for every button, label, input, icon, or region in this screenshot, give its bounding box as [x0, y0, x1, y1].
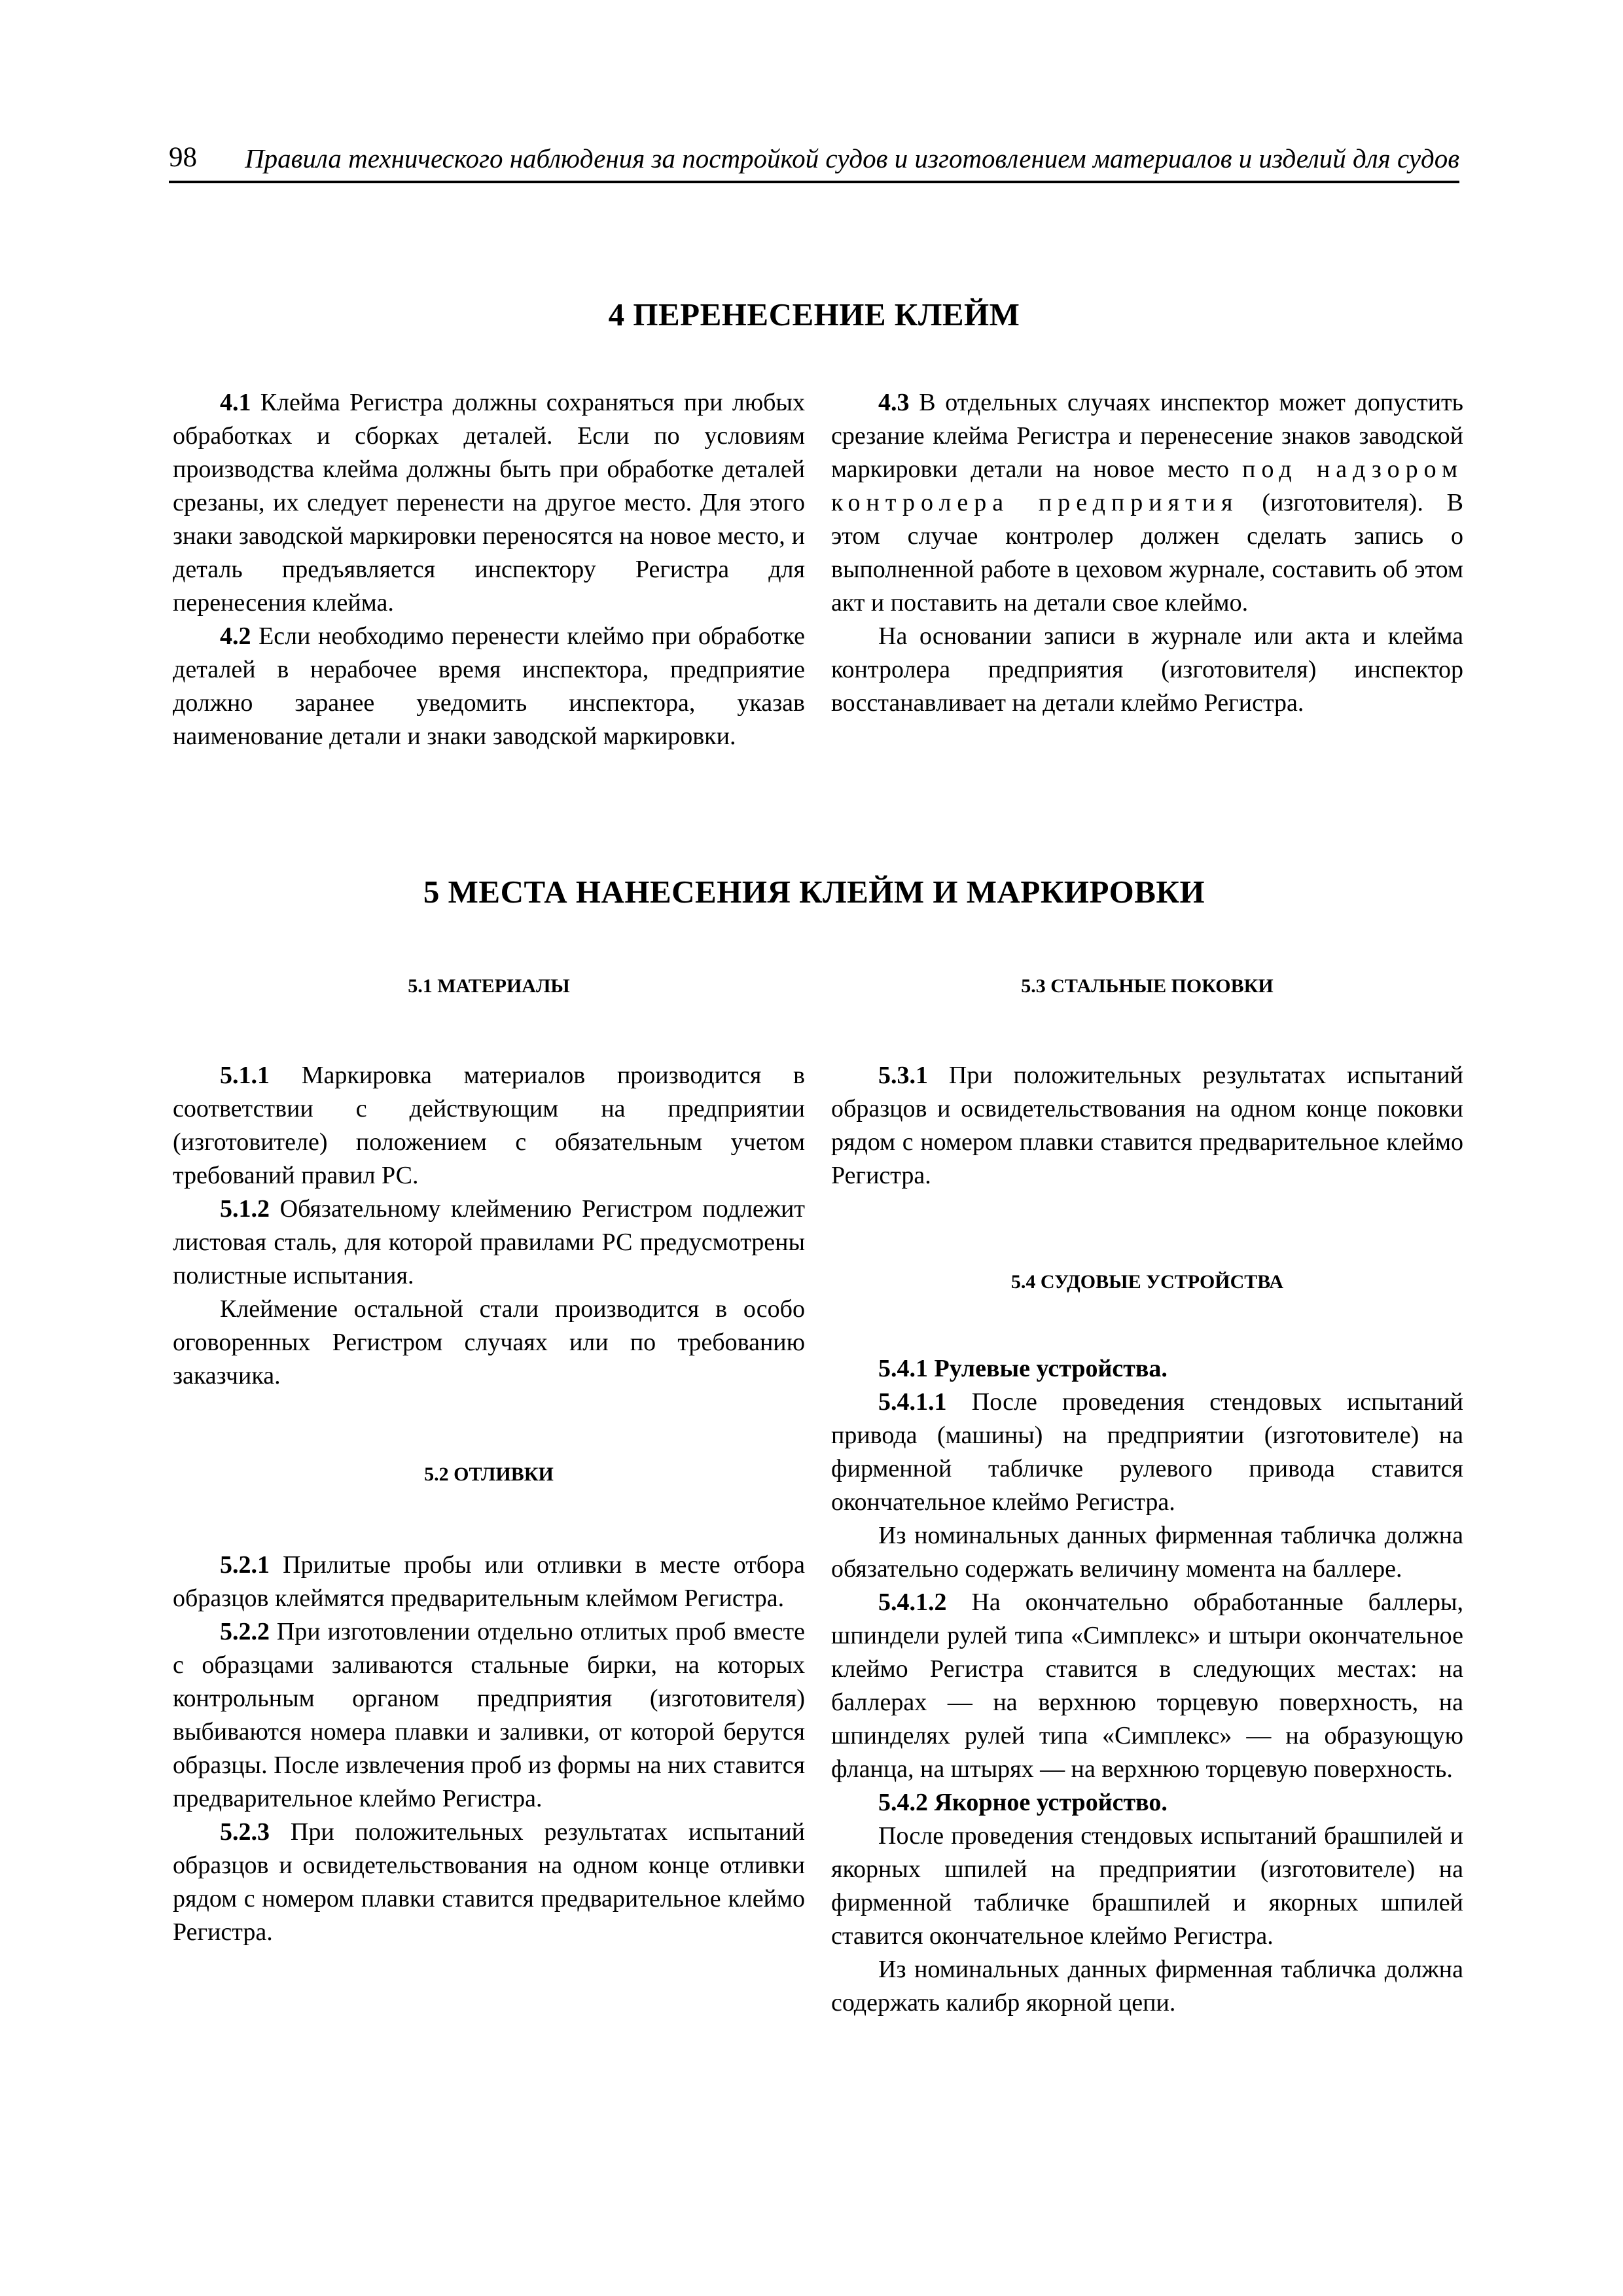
paragraph-text: При положительных результатах испытаний образцов и освидетельствования на одном конце поковки рядом с номером плавки ставится предварительное клеймо Регистра. [831, 1062, 1463, 1189]
paragraph-4-3 [831, 386, 1463, 620]
paragraph-5-2-1 [173, 1549, 805, 1615]
paragraph-number: 5.2.3 [220, 1818, 270, 1846]
paragraph-5-4-2-continued: Из номинальных данных фирменная табличка должна содержать калибр якорной цепи. [831, 1956, 1463, 2017]
paragraph-number: 5.2.2 [220, 1618, 270, 1645]
subsection-5-2-body [173, 1549, 805, 1949]
paragraph-5-4-1-1 [831, 1386, 1463, 1519]
paragraph-5-1-2-continued: Клеймение остальной стали производится в особо оговоренных Регистром случаях или по требованию заказчика. [173, 1295, 805, 1390]
paragraph-5-4-1-2 [831, 1586, 1463, 1786]
paragraph-5-1-2 [173, 1193, 805, 1293]
section-4-right-column [831, 386, 1463, 720]
paragraph-number: 5.4.1.2 [878, 1588, 947, 1616]
paragraph-5-4-1-title: 5.4.1 Рулевые устройства. [878, 1355, 1168, 1382]
paragraph-number: 5.1.2 [220, 1195, 270, 1223]
paragraph-number: 4.2 [220, 622, 251, 650]
paragraph-text: При положительных результатах испытаний образцов и освидетельствования на одном конце отливки рядом с номером плавки ставится предварительное клеймо Регистра. [173, 1818, 805, 1946]
paragraph-5-2-2 [173, 1615, 805, 1816]
paragraph-5-2-3 [173, 1816, 805, 1949]
paragraph-text-spaced: под надзором контролера предприятия [831, 456, 1464, 516]
section-4-left-column [173, 386, 805, 753]
subsection-5-2-heading: 5.2 ОТЛИВКИ [424, 1463, 554, 1485]
paragraph-text: При изготовлении отдельно отлитых проб вместе с образцами заливаются стальные бирки, на которых контрольным органом предприятия (изготовителя) выбиваются номера плавки и заливки, от которой берутся образцы. После извлечения проб из формы на них ставится предварительное клеймо Регистра. [173, 1618, 805, 1812]
paragraph-text: (изготовителя). В этом случае контролер должен сделать запись о выполненной работе в цеховом журнале, составить об этом акт и поставить на детали свое клеймо. [831, 489, 1463, 617]
subsection-5-4-heading: 5.4 СУДОВЫЕ УСТРОЙСТВА [1010, 1271, 1284, 1293]
subsection-5-1-heading: 5.1 МАТЕРИАЛЫ [408, 975, 570, 997]
paragraph-5-4-1-1-continued: Из номинальных данных фирменная табличка должна обязательно содержать величину момента на баллере. [831, 1522, 1463, 1583]
paragraph-4-3-continued: На основании записи в журнале или акта и клейма контролера предприятия (изготовителя) инспектор восстанавливает на детали клеймо Регистра. [831, 622, 1463, 717]
paragraph-text: Если необходимо перенести клеймо при обработке деталей в нерабочее время инспектора, предприятие должно заранее уведомить инспектора, указав наименование детали и знаки заводской маркировки. [173, 622, 805, 750]
paragraph-5-1-1 [173, 1059, 805, 1193]
paragraph-4-2 [173, 620, 805, 753]
paragraph-text: Клейма Регистра должны сохраняться при любых обработках и сборках деталей. Если по условиям производства клейма должны быть при обработке деталей срезаны, их следует перенести на другое место. Для этого знаки заводской маркировки переносятся на новое место, и деталь предъявляется инспектору Регистра для перенесения клейма. [173, 389, 805, 617]
page-number: 98 [169, 142, 197, 173]
subsection-5-3-body [831, 1059, 1463, 1193]
paragraph-text: На окончательно обработанные баллеры, шпиндели рулей типа «Симплекс» и штыри окончательное клеймо Регистра ставится в следующих местах: на баллерах — на верхнюю торцевую поверхность, на шпинделях рулей типа «Симплекс» — на образующую фланца, на штырях — на верхнюю торцевую поверхность. [831, 1588, 1463, 1783]
paragraph-text: В отдельных случаях инспектор может допустить срезание клейма Регистра и перенесение знаков заводской маркировки детали на новое место [831, 389, 1463, 483]
paragraph-number: 5.4.1.1 [878, 1388, 947, 1416]
paragraph-5-3-1 [831, 1059, 1463, 1193]
paragraph-number: 5.3.1 [878, 1062, 928, 1089]
paragraph-5-4-2: После проведения стендовых испытаний брашпилей и якорных шпилей на предприятии (изготовителе) на фирменной табличке брашпилей и якорных шпилей ставится окончательное клеймо Регистра. [831, 1822, 1463, 1950]
paragraph-number: 5.2.1 [220, 1551, 270, 1579]
running-header [169, 141, 1459, 183]
subsection-5-1-body [173, 1059, 805, 1393]
section-5-title: 5 МЕСТА НАНЕСЕНИЯ КЛЕЙМ И МАРКИРОВКИ [423, 874, 1205, 910]
paragraph-5-4-2-title: 5.4.2 Якорное устройство. [878, 1789, 1168, 1816]
subsection-5-3-heading: 5.3 СТАЛЬНЫЕ ПОКОВКИ [1021, 975, 1274, 997]
paragraph-text: Маркировка материалов производится в соответствии с действующим на предприятии (изготовителе) положением с обязательным учетом требований правил РС. [173, 1062, 805, 1189]
subsection-5-4-body [831, 1352, 1463, 2020]
running-title: Правила технического наблюдения за постройкой судов и изготовлением материалов и изделий для судов [245, 143, 1459, 173]
paragraph-number: 4.3 [878, 389, 910, 416]
paragraph-text: После проведения стендовых испытаний привода (машины) на предприятии (изготовителе) на фирменной табличке рулевого привода ставится окончательное клеймо Регистра. [831, 1388, 1463, 1516]
paragraph-text: Обязательному клеймению Регистром подлежит листовая сталь, для которой правилами РС предусмотрены полистные испытания. [173, 1195, 805, 1289]
paragraph-number: 4.1 [220, 389, 251, 416]
paragraph-number: 5.1.1 [220, 1062, 270, 1089]
paragraph-4-1 [173, 386, 805, 620]
section-4-title: 4 ПЕРЕНЕСЕНИЕ КЛЕЙМ [608, 296, 1020, 332]
paragraph-text: Прилитые пробы или отливки в месте отбора образцов клеймятся предварительным клеймом Регистра. [173, 1551, 805, 1612]
